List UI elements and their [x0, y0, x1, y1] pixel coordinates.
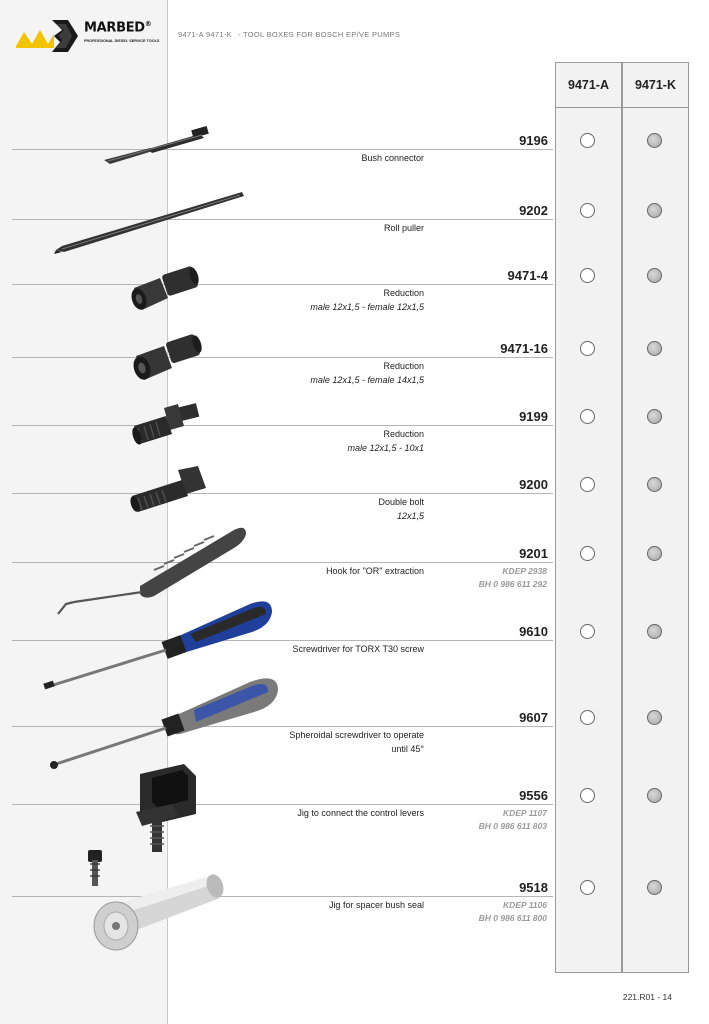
option-9471-a-radio[interactable]: [580, 409, 595, 424]
item-description-text: Reduction: [383, 288, 424, 298]
item-description-text: Screwdriver for TORX T30 screw: [292, 644, 424, 654]
item-description: [289, 728, 424, 756]
option-9471-a-radio[interactable]: [580, 880, 595, 895]
item-description: [347, 427, 424, 455]
item-code: 9201: [519, 546, 548, 561]
reference-code: BH 0 986 611 292: [478, 578, 547, 589]
item-description: [384, 221, 424, 235]
reduction-icon: [128, 262, 204, 318]
reference-code: KDEP 1106: [503, 900, 547, 910]
option-9471-a-radio[interactable]: [580, 546, 595, 561]
option-9471-a-radio[interactable]: [580, 710, 595, 725]
item-references: [479, 899, 547, 924]
row-divider: [12, 425, 553, 426]
row-divider: [12, 804, 553, 805]
option-9471-k-radio[interactable]: [647, 409, 662, 424]
column-header-a: 9471-A: [556, 63, 621, 108]
item-code: 9518: [519, 880, 548, 895]
item-detail: male 12x1,5 - 10x1: [347, 443, 424, 453]
item-description: [329, 898, 424, 912]
column-9471-k: [622, 62, 689, 973]
option-9471-k-radio[interactable]: [647, 788, 662, 803]
page-title: [178, 30, 406, 39]
spacer-jig-icon: [82, 850, 230, 954]
jig-clamp-icon: [132, 760, 204, 860]
reference-code: KDEP 1107: [503, 808, 547, 818]
item-description-text: Jig to connect the control levers: [297, 808, 424, 818]
item-description-text: Reduction: [383, 429, 424, 439]
item-detail: male 12x1,5 - female 12x1,5: [310, 302, 424, 312]
reduction-icon: [128, 400, 208, 452]
item-description-text: Jig for spacer bush seal: [328, 900, 424, 910]
row-divider: [12, 149, 553, 150]
item-description: [361, 151, 424, 165]
item-code: 9196: [519, 133, 548, 148]
option-9471-k-radio[interactable]: [647, 546, 662, 561]
logo: [16, 18, 166, 54]
reduction-icon: [130, 330, 206, 388]
option-9471-a-radio[interactable]: [580, 268, 595, 283]
item-description-text: Spheroidal screwdriver to operate: [289, 730, 424, 740]
item-detail: 12x1,5: [396, 511, 424, 521]
row-divider: [12, 357, 553, 358]
option-9471-k-radio[interactable]: [647, 133, 662, 148]
item-description-text: Reduction: [383, 361, 424, 371]
item-description: [326, 564, 424, 578]
item-detail: male 12x1,5 - female 14x1,5: [310, 375, 424, 385]
page-number: 221.R01 - 14: [622, 992, 672, 1002]
item-references: [479, 565, 547, 590]
roll-puller-icon: [52, 188, 248, 258]
item-code: 9610: [519, 624, 548, 639]
reference-code: BH 0 986 611 800: [478, 912, 547, 923]
option-9471-a-radio[interactable]: [580, 203, 595, 218]
item-code: 9607: [519, 710, 548, 725]
brand-tagline: PROFESSIONAL DIESEL SERVICE TOOLS: [84, 39, 160, 43]
item-code: 9200: [519, 477, 548, 492]
option-9471-k-radio[interactable]: [647, 268, 662, 283]
option-9471-a-radio[interactable]: [580, 624, 595, 639]
bush-connector-icon: [100, 122, 215, 170]
option-9471-k-radio[interactable]: [647, 710, 662, 725]
option-9471-k-radio[interactable]: [647, 203, 662, 218]
spheroidal-screwdriver-icon: [46, 672, 282, 772]
option-9471-k-radio[interactable]: [647, 477, 662, 492]
option-9471-a-radio[interactable]: [580, 341, 595, 356]
marbed-logo-icon: [16, 18, 82, 54]
brand-name: MARBED®: [84, 20, 152, 36]
option-9471-k-radio[interactable]: [647, 624, 662, 639]
reference-code: BH 0 986 611 803: [478, 820, 547, 831]
item-description: [378, 495, 424, 523]
reference-code: KDEP 2938: [502, 566, 547, 576]
option-9471-k-radio[interactable]: [647, 880, 662, 895]
item-code: 9471-4: [507, 268, 548, 283]
item-description: [310, 286, 424, 314]
item-code: 9471-16: [500, 341, 548, 356]
item-description-text: Roll puller: [383, 223, 424, 233]
item-code: 9556: [519, 788, 548, 803]
item-description: [297, 806, 424, 820]
item-description-text: Hook for "OR" extraction: [326, 566, 424, 576]
item-description: [310, 359, 424, 387]
double-bolt-icon: [126, 466, 210, 518]
row-divider: [12, 493, 553, 494]
item-description: [292, 642, 424, 656]
item-code: 9202: [519, 203, 548, 218]
item-description-text: Double bolt: [378, 497, 424, 507]
option-9471-a-radio[interactable]: [580, 788, 595, 803]
item-description-text: Bush connector: [361, 153, 424, 163]
column-header-k: 9471-K: [623, 63, 688, 108]
row-divider: [12, 284, 553, 285]
option-9471-a-radio[interactable]: [580, 477, 595, 492]
item-references: [479, 807, 547, 832]
option-9471-k-radio[interactable]: [647, 341, 662, 356]
column-9471-a: [555, 62, 622, 973]
option-9471-a-radio[interactable]: [580, 133, 595, 148]
title-prefix: 9471-A 9471-K: [178, 30, 232, 39]
item-code: 9199: [519, 409, 548, 424]
item-detail: until 45°: [391, 744, 424, 754]
title-text: - TOOL BOXES FOR BOSCH EP/VE PUMPS: [237, 30, 401, 39]
